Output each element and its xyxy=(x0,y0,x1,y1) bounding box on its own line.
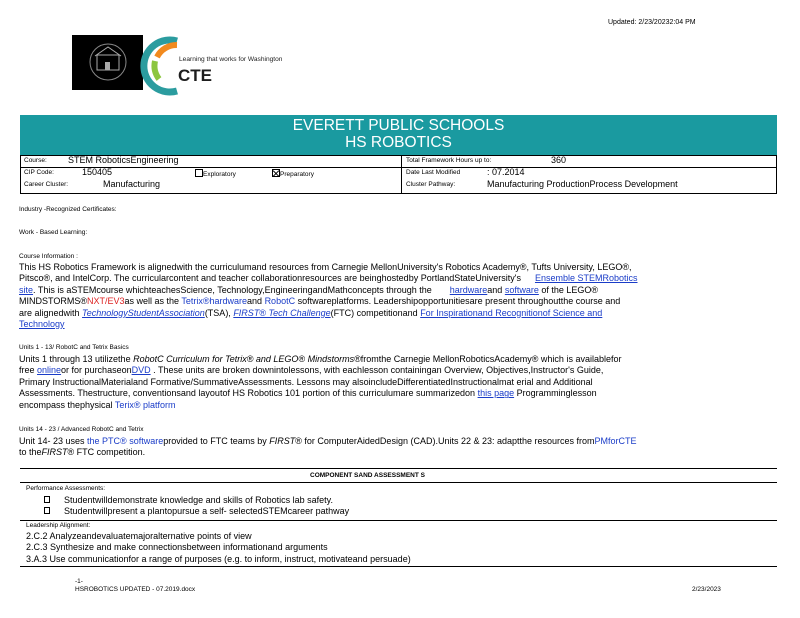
list-item: Studentwilldemonstrate knowledge and skills of Robotics lab safety. xyxy=(44,495,349,506)
performance-assessment-list xyxy=(44,495,349,518)
course-value: STEM RoboticsEngineering xyxy=(68,155,179,165)
exploratory-label: Exploratory xyxy=(203,171,236,178)
tsa-link[interactable]: TechnologyStudentAssociation xyxy=(82,307,205,318)
course-label: Course: xyxy=(24,157,47,164)
ensemble-stem-link[interactable]: Ensemble STEMRobotics xyxy=(534,273,638,284)
cte-tagline: Learning that works for Washington xyxy=(179,56,283,63)
district-logo xyxy=(72,35,143,90)
leadership-alignment-label: Leadership Alignment: xyxy=(26,522,91,529)
cte-wordmark: CTE xyxy=(178,66,212,85)
units-14-23-label: Units 14 - 23 / Advanced RobotC and Tetrix xyxy=(19,426,144,433)
date-label: Date Last Modified xyxy=(406,169,461,176)
cte-logo xyxy=(147,35,283,95)
list-item: 2.C.2 Analyzeandevaluatemajoralternative points of view xyxy=(26,531,252,541)
hours-label: Total Framework Hours up to: xyxy=(406,157,492,164)
ptc-software-link[interactable]: the PTC® software xyxy=(87,436,164,446)
exploratory-option xyxy=(195,169,236,178)
software-link[interactable]: software xyxy=(504,284,539,295)
first-link[interactable]: For Inspirationand Recognitionof Science and xyxy=(420,307,603,318)
pmforcte-link[interactable]: PMforCTE xyxy=(594,436,637,446)
course-title: HS ROBOTICS xyxy=(345,134,452,151)
preparatory-option xyxy=(272,169,314,178)
footer-date: 2/23/2023 xyxy=(692,586,721,593)
this-page-link[interactable]: this page xyxy=(477,388,515,399)
career-cluster-label: Career Cluster: xyxy=(24,181,69,188)
hours-value: 360 xyxy=(551,155,567,165)
cip-value: 150405 xyxy=(82,167,113,177)
preparatory-label: Preparatory xyxy=(280,171,314,178)
list-item: 3.A.3 Use communicationfor a range of purposes (e.g. to inform, instruct, motivateand persuade) xyxy=(26,553,411,564)
ftc-link[interactable]: FIRST® Tech Challenge xyxy=(233,307,331,318)
course-information-label: Course Information : xyxy=(19,253,78,260)
pathway-label: Cluster Pathway: xyxy=(406,181,456,188)
first-link-cont[interactable]: Technology xyxy=(19,319,65,330)
units-1-13-label: Units 1 - 13/ RobotC and Tetrix Basics xyxy=(19,344,129,351)
units-14-23-text: Unit 14- 23 uses the PTC® softwareprovided to FTC teams by FIRST® for ComputerAidedDesign (CAD).Units 22 & 23: adaptthe resources fromPMforCTE to theFIRST® FTC competition. xyxy=(19,436,637,458)
preparatory-checkbox[interactable] xyxy=(272,169,280,177)
career-cluster-value: Manufacturing xyxy=(103,179,161,189)
terix-platform-link[interactable]: Terix® platform xyxy=(114,399,176,410)
list-item: 2.C.3 Synthesize and make connectionsbetween informationand arguments xyxy=(26,542,328,553)
hardware-link[interactable]: hardware xyxy=(449,284,488,295)
ensemble-site-link[interactable]: site xyxy=(19,284,34,295)
online-link[interactable]: online xyxy=(37,365,62,376)
dvd-link[interactable]: DVD xyxy=(131,365,151,376)
course-information-text: This HS Robotics Framework is alignedwith the curriculumand resources from Carnegie MellonUniversity's Robotics Academy®, Tufts University, LEGO®, Pitsco®, and IntelCorp. The curricularcontent and teacher collaborationresources are beinghostedby PortlandStateUniversity's Ensemble STEMRobotics site. This is aSTEMcourse whichteachesScience, Technology,EngineeringandMathconcepts through the hardwareand software of the LEGO® MINDSTORMS®NXT/EV3as well as the Tetrix®hardwareand RobotC softwareplatforms. Leadershipopportunitiesare present throughoutthe course and are alignedwith TechnologyStudentAssociation(TSA), FIRST® Tech Challenge(FTC) competitionand For Inspirationand Recognitionof Science and Technology xyxy=(19,262,638,330)
work-based-learning-label: Work - Based Learning: xyxy=(19,229,88,236)
footer-filename: HSROBOTICS UPDATED - 07.2019.docx xyxy=(75,586,196,593)
updated-timestamp: Updated: 2/23/20232:04 PM xyxy=(608,19,696,26)
robotc-link[interactable]: RobotC xyxy=(264,296,296,307)
page-number: -1- xyxy=(75,578,83,585)
performance-assessments-label: Performance Assessments: xyxy=(26,485,106,492)
leadership-alignment-list xyxy=(26,531,411,565)
cip-label: CIP Code: xyxy=(24,169,54,176)
units-1-13-text: Units 1 through 13 utilizethe RobotC Curriculum for Tetrix® and LEGO® Mindstorms®fromthe Carnegie MellonRoboticsAcademy® which is availablefor free onlineor for purchaseonDVD . These units are broken downintolessons, with eachlesson containingan Overview, Objectives,Instructor's Guide, Primary InstructionalMaterialand Formative/SummativeAssessments. Lessons may alsoincludeDifferentiatedInstructionalmat erial and Additional Assessments. Thestructure, conventionsand layoutof HS Robotics 101 portion of this curriculumare summarizedon this page Programminglesson encompass thephysical Terix® platform xyxy=(19,354,622,410)
district-title: EVERETT PUBLIC SCHOOLS xyxy=(292,117,505,134)
title-banner xyxy=(20,115,777,155)
date-value: : 07.2014 xyxy=(487,167,525,177)
components-heading: COMPONENT SAND ASSESSMENT S xyxy=(310,472,425,479)
tetrix-hardware-link[interactable]: Tetrix®hardware xyxy=(181,296,248,307)
industry-certificates-label: Industry -Recognized Certificates: xyxy=(19,206,117,213)
list-item: Studentwillpresent a plantopursue a self- selectedSTEMcareer pathway xyxy=(44,506,349,517)
pathway-value: Manufacturing ProductionProcess Development xyxy=(487,179,678,189)
exploratory-checkbox[interactable] xyxy=(195,169,203,177)
